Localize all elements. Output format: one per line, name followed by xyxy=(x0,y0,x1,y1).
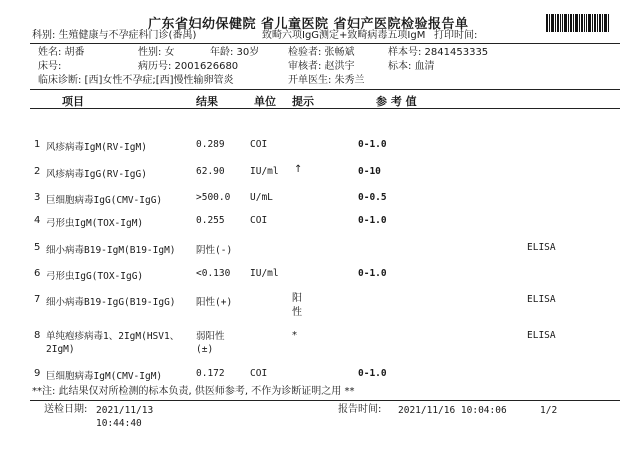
test-item: 弓形虫IgG(TOX-IgG) xyxy=(46,271,144,282)
patient-sex: 性别: 女 xyxy=(138,47,175,58)
test-result: <0.130 xyxy=(196,268,231,279)
test-result: 阳性(+) xyxy=(196,297,233,308)
reference-range: 0-1.0 xyxy=(358,215,387,226)
reference-range: 0-10 xyxy=(358,166,381,177)
test-unit: IU/ml xyxy=(250,166,279,177)
top-rule xyxy=(30,43,620,44)
test-unit: U/mL xyxy=(250,192,273,203)
test-item: 巨细胞病毒IgM(CMV-IgM) xyxy=(46,371,163,382)
specimen-type: 标本: 血清 xyxy=(388,61,435,72)
row-number: 7 xyxy=(34,294,41,305)
report-title: 广东省妇幼保健院 省儿童医院 省妇产医院检验报告单 xyxy=(148,17,469,32)
row-number: 3 xyxy=(34,192,41,203)
test-unit: COI xyxy=(250,368,268,379)
print-time-label: 打印时间: xyxy=(434,30,478,41)
flag-text: * xyxy=(292,330,297,341)
test-unit: IU/ml xyxy=(250,268,279,279)
header-rule xyxy=(30,89,620,90)
ordering-doctor: 开单医生: 朱秀兰 xyxy=(288,75,365,86)
col-header-reference: 参 考 值 xyxy=(376,95,417,108)
col-header-result: 结果 xyxy=(196,95,218,108)
department: 科别: 生殖健康与不孕症科门诊(番禺) xyxy=(32,30,197,41)
test-result: 弱阳性 (±) xyxy=(196,331,225,355)
high-flag-icon: ↑ xyxy=(294,164,303,175)
table-header-rule xyxy=(30,108,620,109)
flag-text: 阳 性 xyxy=(292,293,302,318)
row-number: 5 xyxy=(34,242,41,253)
sent-date-label: 送检日期: xyxy=(44,404,88,415)
examiner: 检验者: 张畅斌 xyxy=(288,47,355,58)
reference-range: 0-1.0 xyxy=(358,368,387,379)
test-result: 0.172 xyxy=(196,368,225,379)
patient-age: 年龄: 30岁 xyxy=(210,47,260,58)
reference-range: 0-0.5 xyxy=(358,192,387,203)
medical-record-number: 病历号: 2001626680 xyxy=(138,61,239,72)
row-number: 9 xyxy=(34,368,41,379)
bed-number: 床号: xyxy=(38,61,62,72)
barcode-icon xyxy=(546,14,616,32)
disclaimer-note: **注: 此结果仅对所检测的标本负责, 供医师参考, 不作为诊断证明之用 ** xyxy=(32,386,355,397)
test-result: 62.90 xyxy=(196,166,225,177)
test-method: ELISA xyxy=(527,294,556,305)
report-time-label: 报告时间: xyxy=(338,404,382,415)
reference-range: 0-1.0 xyxy=(358,268,387,279)
test-item: 细小病毒B19-IgM(B19-IgM) xyxy=(46,245,176,256)
clinical-diagnosis: 临床诊断: [西]女性不孕症;[西]慢性输卵管炎 xyxy=(38,75,234,86)
reviewer: 审核者: 赵洪宇 xyxy=(288,61,355,72)
test-item: 风疹病毒IgM(RV-IgM) xyxy=(46,142,147,153)
test-result: 0.255 xyxy=(196,215,225,226)
row-number: 1 xyxy=(34,139,41,150)
col-header-unit: 单位 xyxy=(254,95,276,108)
row-number: 4 xyxy=(34,215,41,226)
patient-name: 姓名: 胡番 xyxy=(38,47,85,58)
test-method: ELISA xyxy=(527,330,556,341)
test-unit: COI xyxy=(250,215,268,226)
footer-rule xyxy=(30,400,620,401)
row-number: 6 xyxy=(34,268,41,279)
sent-time-value: 10:44:40 xyxy=(96,418,142,429)
test-method: ELISA xyxy=(527,242,556,253)
report-time-value: 2021/11/16 10:04:06 xyxy=(398,405,507,416)
test-item: 单纯疱疹病毒1、2IgM(HSV1、 2IgM) xyxy=(46,331,180,355)
col-header-item: 项目 xyxy=(62,95,84,108)
sample-number: 样本号: 2841453335 xyxy=(388,47,489,58)
test-result: >500.0 xyxy=(196,192,231,203)
row-number: 2 xyxy=(34,166,41,177)
reference-range: 0-1.0 xyxy=(358,139,387,150)
test-result: 0.289 xyxy=(196,139,225,150)
test-result: 阴性(-) xyxy=(196,245,233,256)
row-number: 8 xyxy=(34,330,41,341)
page-number: 1/2 xyxy=(540,405,558,416)
test-item: 巨细胞病毒IgG(CMV-IgG) xyxy=(46,195,163,206)
test-group: 致畸六项IgG测定+致畸病毒五项IgM xyxy=(262,30,426,41)
sent-date-value: 2021/11/13 xyxy=(96,405,154,416)
test-item: 风疹病毒IgG(RV-IgG) xyxy=(46,169,147,180)
test-unit: COI xyxy=(250,139,268,150)
col-header-flag: 提示 xyxy=(292,95,314,108)
test-item: 细小病毒B19-IgG(B19-IgG) xyxy=(46,297,176,308)
test-item: 弓形虫IgM(TOX-IgM) xyxy=(46,218,144,229)
